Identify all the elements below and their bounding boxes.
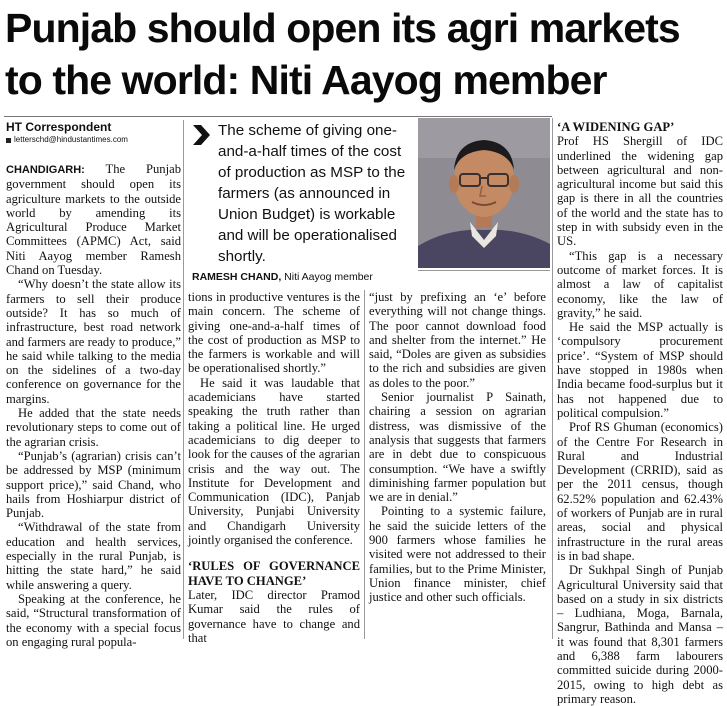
email-bullet-icon xyxy=(6,138,11,143)
paragraph: “just by prefixing an ‘e’ before everything will not change things. The poor cannot download food and shelter from the internet.” He said, “Doles are given as subsidies to the rich and subsidies are given as doles to the poor.” xyxy=(369,290,546,390)
subhead-widening-gap: ‘A WIDENING GAP’ xyxy=(557,120,675,134)
photo-rule xyxy=(418,270,550,271)
column-divider xyxy=(552,118,553,639)
paragraph: Pointing to a systemic failure, he said the suicide letters of the 900 farmers whose families he visited were not addressed to their families, but to the Prime Minister, Union finance minister, chief justice and other such officials. xyxy=(369,504,546,605)
pull-quote-text: The scheme of giving one-and-a-half times of the cost of production as MSP to the farmers (as announced in Union Budget) is workable and will be operationalised shortly. xyxy=(218,122,406,265)
pull-quote-credit xyxy=(188,271,416,283)
credit-title: Niti Aayog member xyxy=(281,271,373,283)
subhead-rules-of-governance: ‘RULES OF GOVERNANCE HAVE TO CHANGE’ xyxy=(188,559,360,588)
paragraph: Senior journalist P Sainath, chairing a session on agrarian distress, was dismissive of the analysis that suggests that farmers are in debt due to conspicuous consumption. “We have a swiftly diminishing farmer population but we are in denial.” xyxy=(369,390,546,505)
paragraph: “This gap is a necessary outcome of market forces. It is almost a law of capitalist economy, like the law of gravity,” he said. xyxy=(557,248,723,320)
lead-paragraph xyxy=(6,162,181,277)
paragraph: “Withdrawal of the state from education and health services, especially in the rural Punjab, is hitting the state hard,” he said while answering a query. xyxy=(6,520,181,592)
article-column-2 xyxy=(188,290,360,645)
pull-quote-body xyxy=(188,120,416,267)
paragraph: Prof HS Shergill of IDC underlined the widening gap between agricultural and non-agricultural income but said this gap is there in all the countries of the world and the state has to step in with subsidy even in the US. xyxy=(557,134,723,249)
headline-rule xyxy=(4,116,552,117)
pull-quote xyxy=(188,120,416,283)
portrait-photo xyxy=(418,118,550,268)
article-column-4 xyxy=(557,120,723,706)
byline-email: letterschd@hindustantimes.com xyxy=(14,135,128,144)
column-divider xyxy=(364,290,365,639)
paragraph: He added that the state needs revolutionary steps to come out of the agrarian crisis. xyxy=(6,406,181,449)
byline-author: HT Correspondent xyxy=(6,120,112,134)
paragraph: Speaking at the conference, he said, “Structural transformation of the economy with a special focus on engaging rural popula- xyxy=(6,591,181,649)
paragraph: He said it was laudable that academicians have started speaking the truth rather than taking a political line. He urged academicians to dig deeper to look for the causes of the agrarian crisis and the way out. The Institute for Development and Communication (IDC), Panjab University, Punjabi University and Chandigarh University jointly organised the conference. xyxy=(188,375,360,548)
paragraph: tions in productive ventures is the main concern. The scheme of giving one-and-a-half times of the cost of production as MSP to the farmers is workable and will be operationalised shortly.” xyxy=(188,290,360,376)
credit-name: RAMESH CHAND, xyxy=(192,271,282,283)
paragraph: Prof RS Ghuman (economics) of the Centre For Research in Rural and Industrial Development (CRRID), said as per the 2011 census, though 62.52% population and 62.43% of workers of Punjab are in rural areas, social and physical infrastructure in the rural areas is in bad shape. xyxy=(557,420,723,563)
byline-email-row xyxy=(6,134,181,146)
paragraph: Dr Sukhpal Singh of Punjab Agricultural University said that based on a study in six districts – Ludhiana, Moga, Barnala, Sangrur, Bathinda and Mansa – it was found that 8,301 farmers and 6,388 farm labourers committed suicide during 2000-2015, owing to high debt as primary reason. xyxy=(557,563,723,706)
column-divider xyxy=(183,120,184,639)
portrait-illustration xyxy=(418,118,550,268)
paragraph: He said the MSP actually is ‘compulsory procurement price’. “System of MSP should have stopped in 1980s when India became food-surplus but it has not happened due to political compulsion.” xyxy=(557,320,723,420)
dateline: CHANDIGARH: xyxy=(6,164,85,176)
article-column-1 xyxy=(6,162,181,649)
byline xyxy=(6,120,181,146)
paragraph: Later, IDC director Pramod Kumar said the rules of governance have to change and that xyxy=(188,587,360,645)
paragraph: “Why doesn’t the state allow its farmers to sell their produce outside? It has so much of infrastructure, best road network and farmers are ready to produce,” he said while talking to the media on the sidelines of a two-day conference on governance for the margins. xyxy=(6,277,181,406)
paragraph: “Punjab’s (agrarian) crisis can’t be addressed by MSP (minimum support price),” said Chand, who hails from Hoshiarpur district of Punjab. xyxy=(6,448,181,521)
article-column-3 xyxy=(369,290,546,605)
lead-text: The Punjab government should open its agriculture markets to the outside world by amending its Agricultural Produce Market Committees (APMC) Act, said Niti Aayog member Ramesh Chand on Tuesday. xyxy=(6,162,181,278)
chevron-right-icon xyxy=(190,124,212,146)
headline: Punjab should open its agri markets to the world: Niti Aayog member xyxy=(5,5,680,103)
